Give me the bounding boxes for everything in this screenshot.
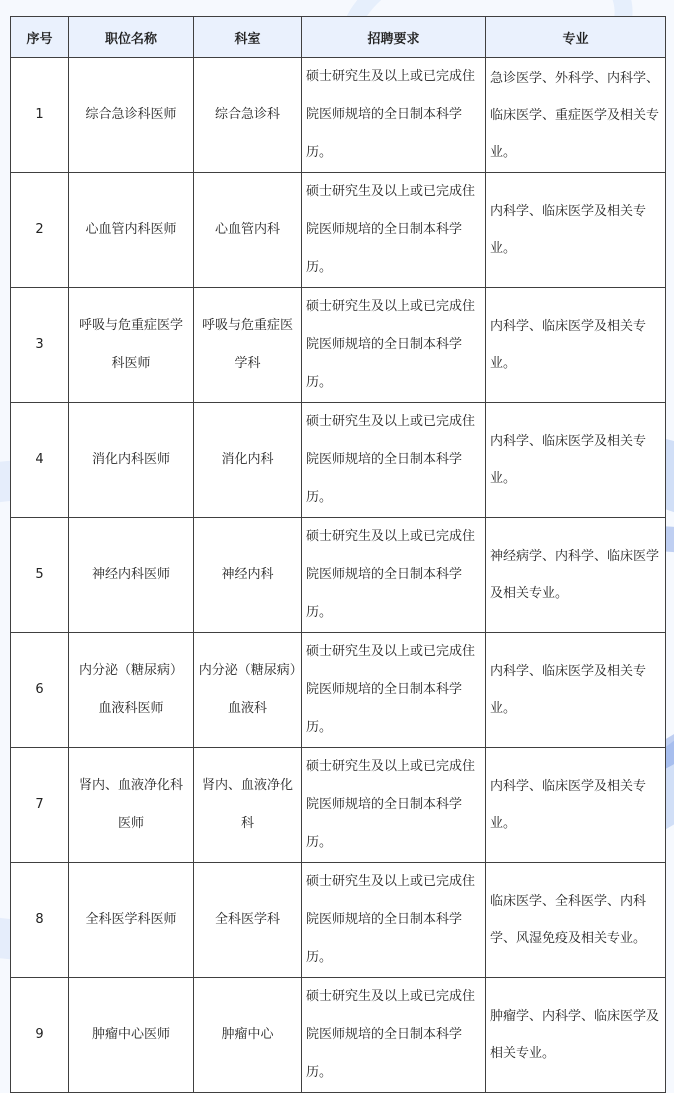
cell-department: 心血管内科	[194, 173, 302, 288]
table-row	[11, 288, 666, 403]
cell-no: 2	[11, 173, 69, 288]
cell-department: 肿瘤中心	[194, 978, 302, 1093]
cell-department: 内分泌（糖尿病）血液科	[194, 633, 302, 748]
table-row	[11, 518, 666, 633]
cell-no: 7	[11, 748, 69, 863]
cell-major: 肿瘤学、内科学、临床医学及相关专业。	[486, 978, 666, 1093]
cell-major: 急诊医学、外科学、内科学、临床医学、重症医学及相关专业。	[486, 58, 666, 173]
header-department: 科室	[194, 17, 302, 58]
cell-no: 6	[11, 633, 69, 748]
header-no: 序号	[11, 17, 69, 58]
cell-position: 神经内科医师	[69, 518, 194, 633]
table-row	[11, 58, 666, 173]
header-requirement: 招聘要求	[302, 17, 486, 58]
cell-no: 3	[11, 288, 69, 403]
cell-no: 9	[11, 978, 69, 1093]
cell-position: 肾内、血液净化科医师	[69, 748, 194, 863]
recruitment-table	[10, 16, 666, 1093]
table-header-row	[11, 17, 666, 58]
cell-major: 神经病学、内科学、临床医学及相关专业。	[486, 518, 666, 633]
table-row	[11, 748, 666, 863]
cell-position: 消化内科医师	[69, 403, 194, 518]
cell-position: 内分泌（糖尿病）血液科医师	[69, 633, 194, 748]
cell-department: 全科医学科	[194, 863, 302, 978]
cell-no: 1	[11, 58, 69, 173]
cell-position: 呼吸与危重症医学科医师	[69, 288, 194, 403]
cell-major: 内科学、临床医学及相关专业。	[486, 403, 666, 518]
cell-requirement: 硕士研究生及以上或已完成住院医师规培的全日制本科学历。	[302, 173, 486, 288]
cell-major: 临床医学、全科医学、内科学、风湿免疫及相关专业。	[486, 863, 666, 978]
table-row	[11, 173, 666, 288]
cell-department: 呼吸与危重症医学科	[194, 288, 302, 403]
cell-department: 综合急诊科	[194, 58, 302, 173]
cell-position: 肿瘤中心医师	[69, 978, 194, 1093]
table-row	[11, 633, 666, 748]
table-row	[11, 403, 666, 518]
cell-position: 全科医学科医师	[69, 863, 194, 978]
cell-no: 8	[11, 863, 69, 978]
cell-requirement: 硕士研究生及以上或已完成住院医师规培的全日制本科学历。	[302, 288, 486, 403]
cell-major: 内科学、临床医学及相关专业。	[486, 173, 666, 288]
cell-department: 消化内科	[194, 403, 302, 518]
cell-position: 综合急诊科医师	[69, 58, 194, 173]
cell-major: 内科学、临床医学及相关专业。	[486, 633, 666, 748]
cell-requirement: 硕士研究生及以上或已完成住院医师规培的全日制本科学历。	[302, 633, 486, 748]
table-row	[11, 863, 666, 978]
cell-requirement: 硕士研究生及以上或已完成住院医师规培的全日制本科学历。	[302, 518, 486, 633]
cell-requirement: 硕士研究生及以上或已完成住院医师规培的全日制本科学历。	[302, 58, 486, 173]
cell-requirement: 硕士研究生及以上或已完成住院医师规培的全日制本科学历。	[302, 978, 486, 1093]
cell-no: 5	[11, 518, 69, 633]
header-major: 专业	[486, 17, 666, 58]
cell-requirement: 硕士研究生及以上或已完成住院医师规培的全日制本科学历。	[302, 863, 486, 978]
cell-department: 肾内、血液净化科	[194, 748, 302, 863]
cell-no: 4	[11, 403, 69, 518]
table-row	[11, 978, 666, 1093]
cell-major: 内科学、临床医学及相关专业。	[486, 748, 666, 863]
cell-position: 心血管内科医师	[69, 173, 194, 288]
cell-requirement: 硕士研究生及以上或已完成住院医师规培的全日制本科学历。	[302, 748, 486, 863]
cell-department: 神经内科	[194, 518, 302, 633]
cell-major: 内科学、临床医学及相关专业。	[486, 288, 666, 403]
header-position: 职位名称	[69, 17, 194, 58]
cell-requirement: 硕士研究生及以上或已完成住院医师规培的全日制本科学历。	[302, 403, 486, 518]
